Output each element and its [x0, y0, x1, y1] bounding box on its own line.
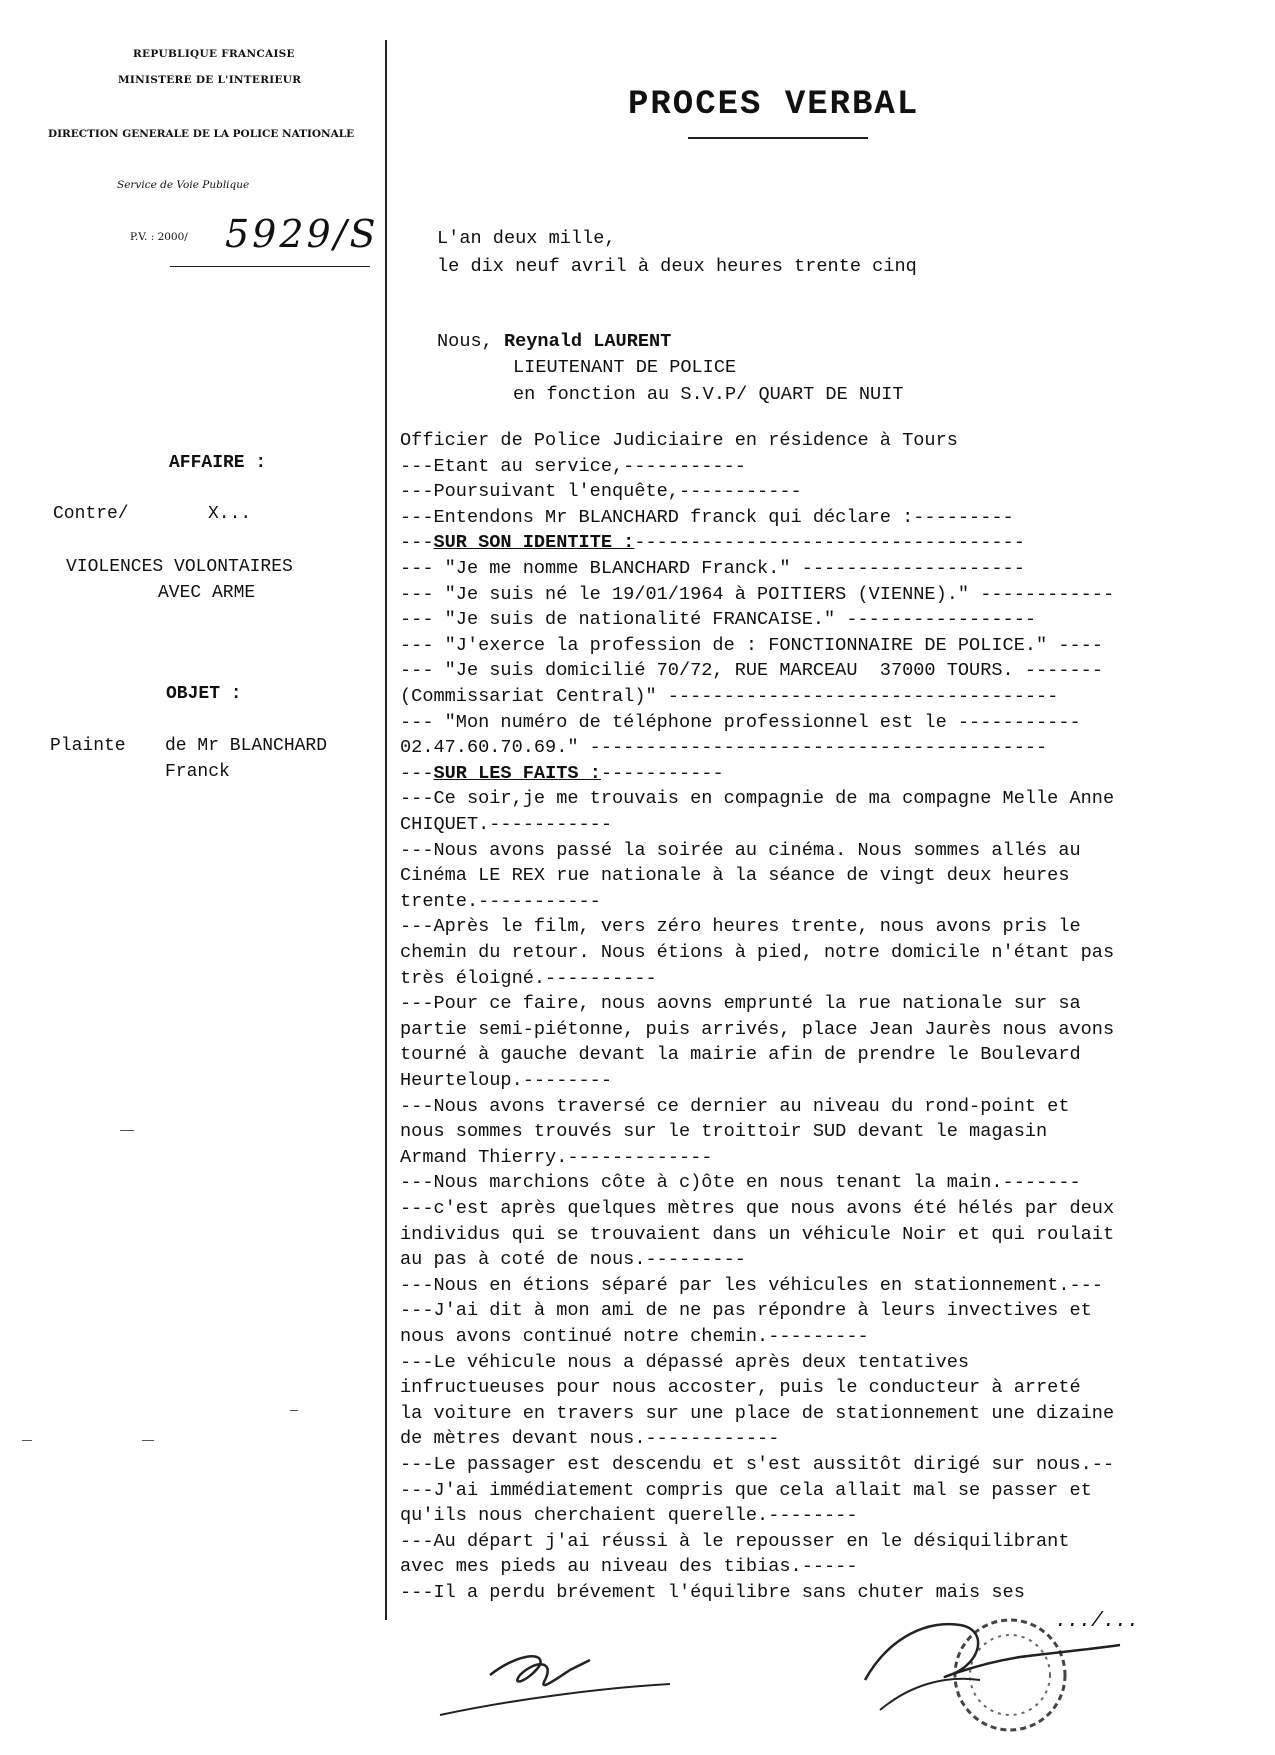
- contre-value: X...: [208, 504, 252, 524]
- header-country: REPUBLIQUE FRANCAISE: [133, 48, 295, 60]
- statement-line: partie semi-piétonne, puis arrivés, place Jean Jaurès nous avons: [400, 1018, 1115, 1040]
- official-stamp-and-signature: [850, 1595, 1130, 1745]
- statement-line: ---Ce soir,je me trouvais en compagnie de ma compagne Melle Anne: [400, 788, 1115, 810]
- statement-line: individus qui se trouvaient dans un véhicule Noir et qui roulait: [400, 1223, 1115, 1245]
- statement-line: ---Après le film, vers zéro heures trente, nous avons pris le: [400, 916, 1081, 938]
- date-line-1: L'an deux mille,: [437, 228, 616, 249]
- date-line-2: le dix neuf avril à deux heures trente cinq: [437, 256, 917, 277]
- statement-line: CHIQUET.-----------: [400, 814, 613, 835]
- statement-line: ---Le véhicule nous a dépassé après deux tentatives: [400, 1351, 970, 1373]
- scan-mark: [120, 1130, 134, 1131]
- statement-line: (Commissariat Central)" -----------------------------------: [400, 686, 1059, 707]
- statement-line: --- "Je suis de nationalité FRANCAISE." -----------------: [400, 609, 1037, 631]
- statement-line: ---SUR LES FAITS :-----------: [400, 762, 724, 784]
- statement-line: ---c'est après quelques mètres que nous avons été hélés par deux: [400, 1198, 1115, 1219]
- page-title: PROCES VERBAL: [628, 86, 920, 124]
- charge-line-1: VIOLENCES VOLONTAIRES: [66, 557, 293, 577]
- statement-line: ---Etant au service,-----------: [400, 455, 746, 477]
- statement-line: ---Le passager est descendu et s'est aussitôt dirigé sur nous.--: [400, 1454, 1115, 1475]
- pv-label: P.V. : 2000/: [130, 231, 188, 243]
- affaire-label: AFFAIRE :: [169, 453, 267, 473]
- plainte-line-2: Franck: [165, 762, 230, 782]
- statement-line: infructueuses pour nous accoster, puis le conducteur à arreté: [400, 1377, 1081, 1399]
- header-direction: DIRECTION GENERALE DE LA POLICE NATIONALE: [48, 128, 355, 140]
- plainte-label: Plainte: [50, 736, 126, 756]
- scan-mark: [290, 1410, 298, 1411]
- continuation-mark: .../...: [1055, 1610, 1140, 1633]
- header-service: Service de Voie Publique: [117, 179, 250, 191]
- statement-line: --- "J'exerce la profession de : FONCTIONNAIRE DE POLICE." ----: [400, 634, 1103, 656]
- statement-line: 02.47.60.70.69." -----------------------------------------: [400, 737, 1048, 759]
- statement-line: ---Pour ce faire, nous aovns emprunté la rue nationale sur sa: [400, 993, 1081, 1015]
- statement-line: qu'ils nous cherchaient querelle.--------: [400, 1505, 858, 1527]
- statement-line: ---Nous avons traversé ce dernier au niveau du rond-point et: [400, 1095, 1070, 1117]
- statement-line: au pas à coté de nous.---------: [400, 1249, 746, 1271]
- signature-left: [420, 1620, 780, 1730]
- statement-line: --- "Je suis domicilié 70/72, RUE MARCEAU 37000 TOURS. -------: [400, 660, 1103, 682]
- officer-name: Reynald LAURENT: [503, 331, 672, 352]
- pv-underline: [170, 266, 370, 267]
- statement-line: très éloigné.----------: [400, 967, 657, 989]
- pv-number-handwritten: 5929/S: [225, 212, 379, 256]
- objet-label: OBJET :: [166, 684, 242, 704]
- scan-mark: [142, 1440, 154, 1441]
- statement-line: tourné à gauche devant la mairie afin de prendre le Boulevard: [400, 1044, 1081, 1066]
- statement-line: de mètres devant nous.------------: [400, 1428, 780, 1450]
- charge-line-2: AVEC ARME: [158, 583, 256, 603]
- statement-line: --- "Mon numéro de téléphone professionnel est le -----------: [400, 711, 1081, 733]
- statement-line: ---SUR SON IDENTITE :-----------------------------------: [400, 532, 1025, 554]
- officer-function: en fonction au S.V.P/ QUART DE NUIT: [513, 384, 904, 405]
- scan-mark: [22, 1440, 32, 1441]
- statement-line: --- "Je me nomme BLANCHARD Franck." --------------------: [400, 558, 1025, 579]
- statement-line: ---Entendons Mr BLANCHARD franck qui déclare :---------: [400, 506, 1014, 528]
- title-underline: [688, 137, 868, 139]
- statement-line: avec mes pieds au niveau des tibias.-----: [400, 1556, 858, 1578]
- statement-line: chemin du retour. Nous étions à pied, notre domicile n'étant pas: [400, 942, 1115, 963]
- statement-line: ---Au départ j'ai réussi à le repousser en le désiquilibrant: [400, 1530, 1070, 1552]
- statement-line: nous sommes trouvés sur le troittoir SUD devant le magasin: [400, 1121, 1048, 1143]
- statement-line: Cinéma LE REX rue nationale à la séance de vingt deux heures: [400, 865, 1070, 887]
- statement-line: --- "Je suis né le 19/01/1964 à POITIERS (VIENNE)." ------------: [400, 583, 1115, 605]
- officer-rank: LIEUTENANT DE POLICE: [513, 357, 737, 378]
- statement-line: ---Poursuivant l'enquête,-----------: [400, 481, 802, 503]
- margin-rule: [385, 40, 387, 1620]
- statement-line: ---Nous marchions côte à c)ôte en nous tenant la main.-------: [400, 1172, 1081, 1194]
- statement-line: la voiture en travers sur une place de stationnement une dizaine: [400, 1402, 1115, 1424]
- statement-line: trente.-----------: [400, 890, 601, 912]
- statement-line: ---Nous avons passé la soirée au cinéma. Nous sommes allés au: [400, 839, 1081, 861]
- contre-label: Contre/: [53, 504, 129, 524]
- statement-line: ---J'ai dit à mon ami de ne pas répondre à leurs invectives et: [400, 1300, 1092, 1322]
- header-ministry: MINISTERE DE L'INTERIEUR: [118, 74, 302, 86]
- statement-line: ---Il a perdu brévement l'équilibre sans chuter mais ses: [400, 1582, 1025, 1603]
- statement-line: nous avons continué notre chemin.---------: [400, 1326, 869, 1347]
- officer-line: [437, 331, 671, 352]
- statement-line: Officier de Police Judiciaire en résidence à Tours: [400, 430, 958, 451]
- statement-line: Heurteloup.--------: [400, 1070, 613, 1091]
- officer-intro: Nous,: [437, 331, 504, 352]
- statement-line: ---J'ai immédiatement compris que cela allait mal se passer et: [400, 1479, 1092, 1501]
- statement-line: ---Nous en étions séparé par les véhicules en stationnement.---: [400, 1274, 1103, 1296]
- plainte-line-1: de Mr BLANCHARD: [165, 736, 328, 756]
- statement-line: Armand Thierry.-------------: [400, 1146, 713, 1168]
